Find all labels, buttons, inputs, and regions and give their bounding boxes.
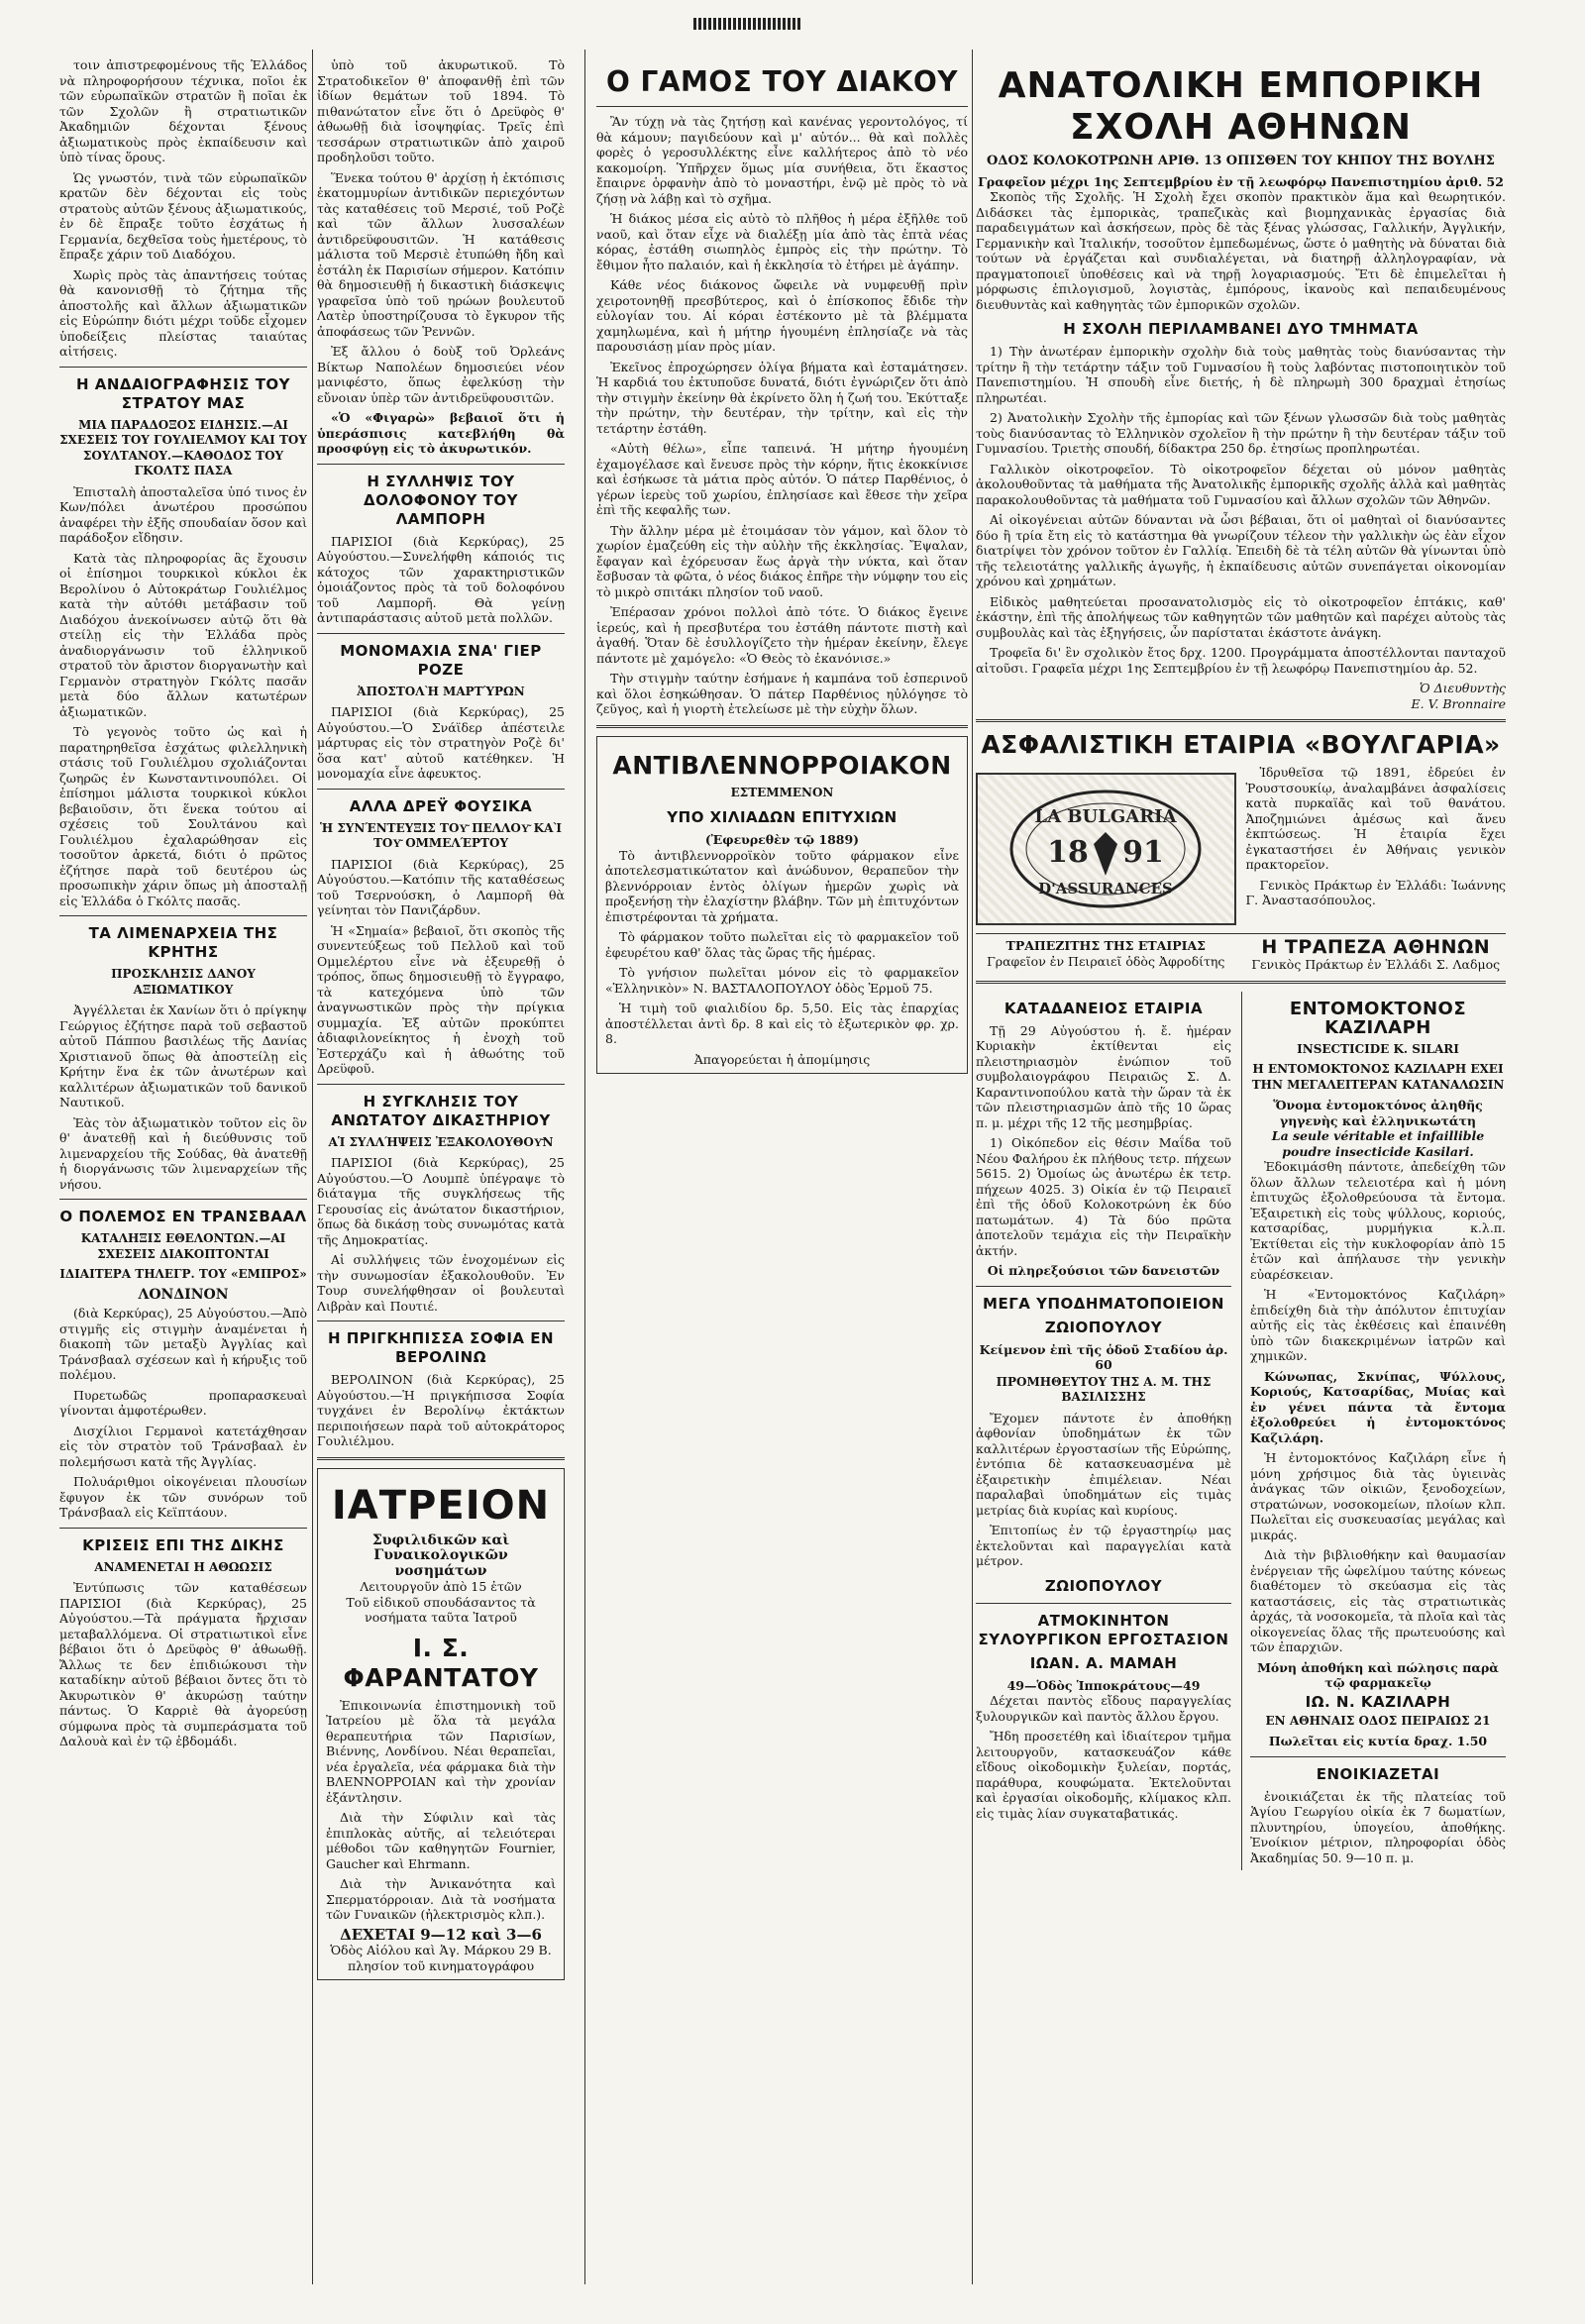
bank-agent: Γενικὸς Πράκτωρ ἐν Ἑλλάδι Σ. Λαδμος bbox=[1251, 957, 1501, 972]
ad-text: Ἀπαγορεύεται ἡ ἀπομίμησις bbox=[693, 1051, 871, 1067]
bank-office: Γραφεῖον ἐν Πειραιεῖ ὁδὸς Ἀφροδίτης bbox=[987, 953, 1225, 969]
article-headline: Η ΑΝΔΑΙΟΓΡΑΦΗΣΙΣ ΤΟΥ ΣΤΡΑΤΟΥ ΜΑΣ bbox=[75, 374, 291, 412]
ad-time: ΔΕΧΕΤΑΙ 9—12 καὶ 3—6 bbox=[340, 1925, 542, 1944]
insecticide-french: La seule véritable et infaillible poudre insecticide Kasilari. bbox=[1271, 1128, 1485, 1159]
article-subheadline: ΜΙΑ ΠΑΡΑΔΟΞΟΣ ΕΙΔΗΣΙΣ.—ΑΙ ΣΧΕΣΕΙΣ ΤΟΥ ΓΟΥΛΙΕΛΜΟΥ ΚΑΙ ΤΟΥ ΣΟΥΛΤΑΝΟΥ.—ΚΑΘΟΔΟΣ ΤΟΥ ΓΚΟΛΤΣ ΠΑΣΑ bbox=[59, 417, 307, 477]
article-subheadline: ΠΡΟΣΚΛΗΣΙΣ ΔΑΝΟΥ ΑΞΙΩΜΑΤΙΚΟΥ bbox=[111, 967, 256, 997]
article-headline: ΚΡΙΣΕΙΣ ΕΠΙ ΤΗΣ ΔΙΚΗΣ bbox=[82, 1535, 284, 1554]
auction-headline: ΚΑΤΑΔΑΝΕΙΟΣ ΕΤΑΙΡΙΑ bbox=[1004, 999, 1204, 1017]
column-3 bbox=[596, 57, 968, 2284]
insecticide-headline: ΕΝΤΟΜΟΚΤΟΝΟΣ ΚΑΖΙΛΑΡΗ bbox=[1289, 998, 1467, 1038]
school-ad-office: Γραφεῖον μέχρι 1ης Σεπτεμβρίου ἐν τῇ λεωφόρῳ Πανεπιστημίου ἀριθ. 52 bbox=[978, 173, 1504, 189]
insecticide-slogan: Ὅνομα ἐντομοκτόνος ἀληθῆς γηγενὴς καὶ ἐλληνικωτάτη bbox=[1273, 1098, 1483, 1128]
school-ad-address: ΟΔΟΣ ΚΟΛΟΚΟΤΡΩΝΗ ΑΡΙΘ. 13 ΟΠΙΣΘΕΝ ΤΟΥ ΚΗΠΟΥ ΤΗΣ ΒΟΥΛΗΣ bbox=[987, 154, 1495, 168]
article-headline: ΜΟΝΟΜΑΧΙΑ ΣΝΑ' ΓΙΕΡ ΡΟΖΕ bbox=[340, 641, 542, 679]
story-paragraph: Ἐκεῖνος ἐπροχώρησεν ὀλίγα βήματα καὶ ἐσταμάτησεν. Ἡ καρδιά του ἐκτυποῦσε δυνατά, διότι ἐγνώριζεν ὅτι ἀπὸ τὴν στιγμὴν ἐκείνην θὰ ἐκρίνετο ὅλη ἡ ζωή του. Ἐκύτταξε τὴν πρώτην, τὴν δευτέραν, τὴν τρίτην, καὶ εἰς τὴν τετάρτην ἐστάθη. bbox=[596, 359, 968, 436]
ad-hours: Λειτουργοῦν ἀπὸ 15 ἐτῶν bbox=[360, 1579, 522, 1594]
ad-year: (Ἐφευρεθὲν τῷ 1889) bbox=[704, 832, 860, 847]
bank-name: Η ΤΡΑΠΕΖΑ ΑΘΗΝΩΝ bbox=[1261, 936, 1491, 958]
ad-subtitle: Συφιλιδικῶν καὶ Γυναικολογικῶν νοσημάτων bbox=[371, 1532, 510, 1579]
insecticide-pharmacist: ΙΩ. Ν. ΚΑΖΙΛΑΡΗ bbox=[1305, 1692, 1451, 1711]
story-paragraph: Ἐπέρασαν χρόνοι πολλοὶ ἀπὸ τότε. Ὁ διάκος ἔγεινε ἱερεύς, καὶ ἡ πρεσβυτέρα του ἐστάθη πάντοτε πιστὴ καὶ ἀγαθή. Ὅταν δὲ ἐσυλλογίζετο τὴν ἡμέραν ἐκείνην, ἔλεγε πάντοτε μὲ χαμόγελο: «Ὁ Θεὸς τὸ ἐκανόνισε.» bbox=[596, 604, 968, 666]
article-subheadline: ἈΠΟΣΤΟΛῊ ΜΑΡΤΎΡΩΝ bbox=[357, 684, 525, 698]
article-headline: Η ΣΥΓΚΛΗΣΙΣ ΤΟΥ ΑΝΩΤΑΤΟΥ ΔΙΚΑΣΤΗΡΙΟΥ bbox=[331, 1092, 551, 1129]
ad-text: Τὸ γνήσιον πωλεῖται μόνον εἰς τὸ φαρμακεῖον «Ἑλληνικὸν» Ν. ΒΑΣΤΑΛΟΠΟΥΛΟΥ ὁδὸς Ἑρμοῦ 75. bbox=[605, 965, 959, 996]
clinic-advertisement bbox=[317, 1468, 565, 1981]
article-subheadline: Ἡ ΣΥΝΈΝΤΕΥΞΙΣ ΤΟΥ͂ ΠΕΛΛΟΥ͂ ΚΑῚ ΤΟΥ͂ ΟΜΜΕΛΈΡΤΟΥ bbox=[320, 820, 562, 850]
ad-text: Τοῦ εἰδικοῦ σπουδάσαντος τὰ νοσήματα ταῦτα Ἰατροῦ bbox=[346, 1594, 536, 1625]
rent-headline: ΕΝΟΙΚΙΑΖΕΤΑΙ bbox=[1316, 1764, 1440, 1783]
school-ad-text: 2) Ἀνατολικὴν Σχολὴν τῆς ἐμπορίας καὶ τῶν ξένων γλωσσῶν διὰ τοὺς μαθητὰς τοὺς διανύσαντας τὸ Ἑλληνικὸν σχολεῖον ἢ τὴν πρώτην ἢ τὴν δευτέραν τάξιν τοῦ Γυμνασίου. Τριετὴς σπουδή, δίδακτρα 250 δρ. ἐτησίως προπληρωτέαι. bbox=[976, 410, 1506, 456]
article-paragraph: Πυρετωδῶς προπαρασκευαὶ γίνονται ἀμφοτέρωθεν. bbox=[59, 1387, 307, 1418]
logo-year-left: 18 bbox=[1047, 835, 1090, 870]
article-paragraph: τοιν ἀπιστρεφομένους τῆς Ἑλλάδος νὰ πληροφορήσουν τέχνικα, ποῖοι ἐκ τῶν εὐρωπαϊκῶν στρατῶν ἢ ποῖαι ἐκ τῶν Σχολῶν ἢ στρατιωτικῶν Ἀκαδημιῶν δέχονται ξένους ἀξιωματικοὺς πρὸς ἐκπαίδευσιν καὶ ὑπὸ τίνας ὅρους. bbox=[59, 57, 307, 164]
story-paragraph: Κάθε νέος διάκονος ὤφειλε νὰ νυμφευθῇ πρὶν χειροτονηθῇ πρεσβύτερος, καὶ ὁ ἐπίσκοπος ἔδιδε τὴν εὐλογίαν του. Αἱ κόραι ἐστέκοντο μὲ τὰ βλέμματα χαμηλωμένα, καὶ ἡ μήτηρ ἡγουμένη ἐπλησίαζε νὰ τὰς παρουσιάσῃ μίαν πρὸς μίαν. bbox=[596, 277, 968, 354]
article-paragraph: ΠΑΡΙΣΙΟΙ (διὰ Κερκύρας), 25 Αὐγούστου.—Ὁ Λουμπὲ ὑπέγραψε τὸ διάταγμα τῆς συγκλήσεως τῆς Γερουσίας εἰς ἀνώτατον δικαστήριον, ὅπως δὰ δικάσῃ τοὺς συνωμότας κατὰ τῆς Δημοκρατίας. bbox=[317, 1155, 565, 1247]
article-paragraph: Ἐὰς τὸν ἀξιωματικὸν τοῦτον εἰς ὃν θ' ἀνατεθῇ καὶ ἡ διεύθυνσις τοῦ λιμεναρχείου τῆς Σούδας, θὰ ἀνατεθῇ ἡ διοργάνωσις τῶν λιμεναρχείων τῆς νήσου. bbox=[59, 1114, 307, 1192]
insurance-ad-title: ΑΣΦΑΛΙΣΤΙΚΗ ΕΤΑΙΡΙΑ «ΒΟΥΛΓΑΡΙΑ» bbox=[981, 730, 1501, 759]
article-paragraph: ΠΑΡΙΣΙΟΙ (διὰ Κερκύρας), 25 Αὐγούστου.—Κατόπιν τῆς καταθέσεως τοῦ Τσερνούσκη, ὁ Λαμπορῆ θὰ γείνηται τὸν Πανιζάρδυν. bbox=[317, 856, 565, 917]
ad-title: ΑΝΤΙΒΛΕΝΝΟΡΡΟΙΑΚΟΝ bbox=[612, 750, 952, 780]
story-paragraph: «Αὐτὴ θέλω», εἶπε ταπεινά. Ἡ μήτηρ ἡγουμένη ἐχαμογέλασε καὶ ἔνευσε πρὸς τὴν κόρην, ἥτις ἐκοκκίνισε καὶ ἐσήκωσε τὰ μάτια πρὸς αὐτόν. Ὁ πάτερ Παρθένιος, ὁ γέρων ἱερεὺς τοῦ χωρίου, ἐπλησίασε καὶ ἔθεσε τὴν χεῖρα ἐπὶ τῆς κεφαλῆς των. bbox=[596, 441, 968, 517]
article-paragraph: ΠΑΡΙΣΙΟΙ (διὰ Κερκύρας), 25 Αὐγούστου.—Συνελήφθη κάποιός τις κάτοχος τῶν χαρακτηριστικῶν ὁμοιάζοντος πρὸς τὰ τοῦ δολοφόνου τοῦ Λαμπορῆ. Θὰ γείνῃ ἀντιπαράστασις αὐτοῦ μετὰ πολλῶν. bbox=[317, 533, 565, 625]
insecticide-store: Μόνη ἀποθήκη καὶ πώλησις παρὰ τῷ φαρμακεῖῳ bbox=[1257, 1659, 1499, 1690]
article-paragraph: Ἀγγέλλεται ἐκ Χανίων ὅτι ὁ πρίγκηψ Γεώργιος ἐζήτησε παρὰ τοῦ σεβαστοῦ αὐτοῦ Πάππου βασιλέως τῆς Δανίας Χριστιανοῦ ὅπως θὰ ἀποστείλῃ εἰς Κρήτην ἕνα ἐκ τῶν ἀνωτέρων καὶ καλλιτέρων ἀξιωματικῶν τοῦ δανικοῦ Ναυτικοῦ. bbox=[59, 1003, 307, 1109]
article-subheadline: ΑΝΑΜΕΝΕΤΑΙ Η ΑΘΩΩΣΙΣ bbox=[94, 1559, 272, 1574]
shoe-shop-text: Ἔχομεν πάντοτε ἐν ἀποθήκῃ ἀφθονίαν ὑποδημάτων ἐκ τῶν καλλιτέρων ἐργοστασίων τῆς Εὐρώπης, ἐντόπια δὲ κατασκευασμένα μὲ ἐξαιρετικὴν ἐπιμέλειαν. Νέαι παραλαβαὶ ὑποδημάτων εἰς τιμὰς μετρίας διὰ κυρίας καὶ κυρίους. bbox=[976, 1410, 1231, 1518]
column-2 bbox=[317, 57, 565, 2284]
story-paragraph: Ἂν τύχῃ νὰ τὰς ζητήσῃ καὶ κανένας γεροντολόγος, τί θὰ κάμουν; παγιδεύουν καὶ μ' αὐτόν... θὰ καὶ πολλὲς φορὲς ὁ γεροσυλλέκτης εἶνε καλλήτερος ἀπὸ τὸ νέο κακομοίρη. Ὑπῆρχεν ὅμως μία συνήθεια, ὅτι ἕκαστος ἔπαιρνε ὁρφανὴν ἀπὸ τὸ μοναστήρι, ἐνῷ μὲ πρὸς τὸ νὰ ζήσῃ νὰ λάβῃ καὶ τὸ σχῆμα. bbox=[596, 114, 968, 206]
article-paragraph: Ἕνεκα τούτου θ' ἀρχίσῃ ἡ ἐκτόπισις ἑκατομμυρίων ἀντιδικῶν περιεχόντων τὰς καταθέσεις τοῦ Μερσιέ, τοῦ Ροζὲ καὶ τῶν ἄλλων λυσσαλέων ἀντιδρεϋφουσιτῶν. Ἡ κατάθεσις μάλιστα τοῦ Μερσιὲ ἐτυπώθη ἤδη καὶ ἐστάλη ἐκ Παρισίων σήμερον. Κατόπιν θὰ δημοσιευθῇ ἡ δικαστικὴ διάσκεψις γραφεῖσα ὑπὸ τοῦ ηρώων βουλευτοῦ Λατὲρ ὑποστηρίζουσα τὸ ἔγκυρον τῆς ἀποφάσεως τῶν Ῥεννῶν. bbox=[317, 169, 565, 339]
auction-text: Τῇ 29 Αὐγούστου ἡ. ἔ. ἡμέραν Κυριακὴν ἐκτίθενται εἰς πλειστηριασμὸν ἐνώπιον τοῦ συμβολαιογράφου Πειραιῶς Σ. Δ. Καραντινοπούλου κατὰ τὴν ὥραν τὰ ἐκ τῶν πλειστηριασμῶν ἀπὸ τῆς 10 ὥρας π. μ. μέχρι τῆς 12 τῆς μεσημβρίας. bbox=[976, 1022, 1231, 1130]
article-paragraph: Τὸ γεγονὸς τοῦτο ὡς καὶ ἡ παρατηρηθεῖσα ἐσχάτως φιλελληνικὴ στάσις τοῦ Γουλιέλμου σχολιάζονται ζωηρῶς ἐν Κωνσταντινουπόλει. Οἱ ἐπίσημοι μάλιστα τουρκικοὶ κύκλοι βεβαιοῦσιν, ὅτι ἕνεκα τούτου αἱ σχέσεις τοῦ Σουλτάνου καὶ Γουλιέλμου ἐχαλαρώθησαν εἰς τοσοῦτον ἀρκετά, διότι ὁ πρῶτος ἐζήτησε παρὰ τοῦ δευτέρου ὡς προσωπικὴν χάριν ὅπως μὴ ἀποσταλῇ εἰς Ἑλλάδα ὁ Γκόλτς πασᾶς. bbox=[59, 724, 307, 908]
insecticide-price: Πωλεῖται εἰς κυτία δραχ. 1.50 bbox=[1268, 1734, 1488, 1748]
article-paragraph: Ὡς γνωστόν, τινὰ τῶν εὐρωπαϊκῶν κρατῶν δὲν δέχονται εἰς τοὺς στρατοὺς αὐτῶν ξένους ἀξιωματικούς, ἐν δὲ ἔπραξε τοῦτο ἐσχάτως ἡ Γερμανία, δεχθεῖσα τοὺς ἡμετέρους, τὸ ἔπραξε χάριν τοῦ Διαδόχου. bbox=[59, 169, 307, 262]
insurance-ad-text: Γενικὸς Πράκτωρ ἐν Ἑλλάδι: Ἰωάννης Γ. Ἀναστασόπουλος. bbox=[1245, 877, 1506, 907]
school-ad-text: Σκοπὸς τῆς Σχολῆς. Ἡ Σχολὴ ἔχει σκοπὸν πρακτικὸν ἅμα καὶ θεωρητικόν. Διδάσκει τὰς ἐμπορικὰς, τραπεζικὰς καὶ βιομηχανικὰς ἐργασίας διὰ παραδειγμάτων καὶ ἀσκήσεων, πρὸς δὲ τὰς ξένας γλώσσας, Γαλλικήν, Ἀγγλικήν, Γερμανικὴν καὶ Ἰταλικήν, τοσοῦτον ἐμπεδωμένως, ὥστε ὁ μαθητὴς νὰ δύναται διὰ τούτων νὰ ἐργάζεται καὶ συνδιαλέγεται, νὰ διατηρῇ ἀλληλογραφίαν, νὰ πραγματοποιεῖ ὑποθέσεις καὶ νὰ τηρῇ λογαριασμούς. Ἔτι δὲ ἐπιμελεῖται ἡ μόρφωσις ἐπιλογισμοῦ, λογιστὰς, ἐμπόρους, ἱκανοὺς καὶ πεπαιδευμένους διευθυντὰς καὶ καθηγητὰς τῶν ἐμπορικῶν σχολῶν. bbox=[976, 189, 1506, 312]
shoe-shop-text: Ἐπιτοπίως ἐν τῷ ἐργαστηρίῳ μας ἐκτελοῦνται καὶ παραγγελίαι κατὰ μέτρον. bbox=[976, 1523, 1231, 1568]
article-paragraph: ΒΕΡΟΛΙΝΟΝ (διὰ Κερκύρας), 25 Αὐγούστου.—Ἡ πριγκήπισσα Σοφία τυγχάνει ἐν Βερολίνῳ ἐκτάκτων περιποιήσεων παρὰ τοῦ αὐτοκράτορος Γουλιέλμου. bbox=[317, 1372, 565, 1448]
workshop-headline: ΑΤΜΟΚΙΝΗΤΟΝ ΣΥΛΟΥΡΓΙΚΟΝ ΕΡΓΟΣΤΑΣΙΟΝ bbox=[978, 1611, 1229, 1648]
story-headline: Ο ΓΑΜΟΣ ΤΟΥ ΔΙΑΚΟΥ bbox=[605, 65, 959, 98]
workshop-text: Ἤδη προσετέθη καὶ ἰδιαίτερον τμῆμα λειτουργοῦν, κατασκευάζον κάθε εἴδους οἰκοδομικὴν ξυλείαν, πορτάς, παράθυρα, κουφώματα. Ἐκτελοῦνται καὶ ἐργασίαι οἰκοδομῆς, κλίμακος κλπ. εἰς τιμὰς λίαν συγκαταβατικάς. bbox=[976, 1729, 1231, 1821]
dateline: ΛΟΝΔΙΝΟΝ bbox=[138, 1286, 229, 1303]
school-ad-section: Η ΣΧΟΛΗ ΠΕΡΙΛΑΜΒΑΝΕΙ ΔΥΟ ΤΜΗΜΑΤΑ bbox=[1063, 320, 1419, 338]
column-rule bbox=[312, 50, 313, 2284]
ad-subtitle: ΥΠΟ ΧΙΛΙΑΔΩΝ ΕΠΙΤΥΧΙΩΝ bbox=[667, 808, 898, 826]
article-headline: Ο ΠΟΛΕΜΟΣ ΕΝ ΤΡΑΝΣΒΑΑΛ bbox=[59, 1208, 307, 1225]
logo-bottom-text: D'ASSURANCES bbox=[1038, 880, 1174, 898]
article-headline: ΑΛΛΑ ΔΡΕΫ ΦΟΥΣΙΚΑ bbox=[349, 796, 533, 815]
director-name: E. V. Bronnaire bbox=[1411, 695, 1506, 711]
shoe-shop-headline: ΜΕΓΑ ΥΠΟΔΗΜΑΤΟΠΟΙΕΙΟΝ bbox=[983, 1294, 1224, 1313]
article-subheadline: ΚΑΤΑΛΗΞΙΣ ΕΘΕΛΟΝΤΩΝ.—ΑΙ ΣΧΕΣΕΙΣ ΔΙΑΚΟΠΤΟΝΤΑΙ bbox=[80, 1231, 286, 1261]
ad-text: Τὸ φάρμακον τοῦτο πωλεῖται εἰς τὸ φαρμακεῖον τοῦ ἐφευρέτου καθ' ὅλας τὰς ὥρας τῆς ἡμέρας. bbox=[605, 929, 959, 960]
article-paragraph: Ἐπισταλὴ ἀποσταλεῖσα ὑπό τινος ἐν Κων/πόλει ἀνωτέρου προσώπου ἀναφέρει τὴν ἐξῆς σπουδαίαν ὅσον καὶ παράδοξον εἴδησιν. bbox=[59, 483, 307, 545]
shoe-shop-footer: ΖΩΙΟΠΟΥΛΟΥ bbox=[1044, 1576, 1163, 1595]
director-title: Ὁ Διευθυντὴς bbox=[1419, 681, 1506, 695]
article-headline: Η ΠΡΙΓΚΗΠΙΣΣΑ ΣΟΦΙΑ ΕΝ ΒΕΡΟΛΙΝΩ bbox=[327, 1329, 555, 1366]
bank-label: ΤΡΑΠΕΖΙΤΗΣ ΤΗΣ ΕΤΑΙΡΙΑΣ bbox=[1005, 938, 1206, 953]
top-ornament bbox=[693, 18, 802, 30]
ad-doctor-name: Ι. Σ. ΦΑΡΑΝΤΑΤΟΥ bbox=[343, 1633, 539, 1692]
school-ad-text: Εἰδικὸς μαθητεύεται προσανατολισμὸς εἰς τὸ οἰκοτροφεῖον ἑπτάκις, καθ' ἑκάστην, ἐπὶ τῆς ἀπολήψεως τῶν καθηγητῶν τῶν μαθητῶν καὶ παρέχει αὐτοὺς τὰς συμβουλὰς καὶ τὰς ἐξηγήσεις, ὧν παρίσταται ἑκάστοτε ἀνάγκη. bbox=[976, 593, 1506, 640]
article-paragraph: Κατὰ τὰς πληροφορίας ἃς ἔχουσιν οἱ ἐπίσημοι τουρκικοὶ κύκλοι ἐκ Βερολίνου ὁ Αὐτοκράτωρ Γουλιέλμος κατὰ τὴν αὐτόθι μετάβασιν τοῦ Διαδόχου ἀνεκοίνωσεν αὐτῷ ὅτι θὰ στείλῃ εἰς τὴν Ἑλλάδα πρὸς ἀναδιοργάνωσιν τοῦ ἑλληνικοῦ στρατοῦ τὸν ἄριστον διοργανωτὴν καὶ Γερμανὸν στρατηγὸν Γκόλτς πασᾶν μετὰ δύο ἄλλων κατωτέρων ἀξιωματικῶν. bbox=[59, 550, 307, 719]
ad-text: Διὰ τὴν Ἀνικανότητα καὶ Σπερματόρροιαν. Διὰ τὰ νοσήματα τῶν Γυναικῶν (ἠλεκτρισμὸς κλπ.). bbox=[326, 1876, 556, 1922]
column-1 bbox=[59, 57, 307, 2284]
article-paragraph: «Ὁ «Φιγαρὼ» βεβαιοῖ ὅτι ἡ ὑπεράσπισις κατεβλήθη θὰ προσφύγῃ εἰς τὸ ἀκυρωτικόν. bbox=[317, 410, 565, 456]
insecticide-text: Ἐδοκιμάσθη πάντοτε, ἀπεδείχθη τῶν ὅλων ἄλλων τελειοτέρα καὶ ἡ μόνη ἐπιτυχῶς ἐξολοθρεύουσα τὰ ἔντομα. Ἐξαιρετικὴ εἰς τοὺς ψύλλους, κοριούς, κατσαρίδας, μυρμήγκια κ.λ.π. Ἐκτίθεται εἰς τὴν κυκλοφορίαν ἀπὸ 15 ἐτῶν καὶ ἀπήλαυσε τὴν γενικὴν εὐαρέσκειαν. bbox=[1250, 1159, 1506, 1282]
workshop-text: Δέχεται παντὸς εἴδους παραγγελίας ξυλουργικῶν καὶ παντὸς ἄλλου ἔργου. bbox=[976, 1693, 1231, 1724]
article-paragraph: Ἐντύπωσις τῶν καταθέσεων ΠΑΡΙΣΙΟΙ (διὰ Κερκύρας), 25 Αὐγούστου.—Τὰ πράγματα ἤρχισαν μεταβαλλόμενα. Οἱ στρατιωτικοὶ εἶνε βέβαιοι ὅτι ὁ Δρεϋφὸς θ' ἀθωωθῇ. Ἄλλως τε δεν ἐπιδιώκουσι τὴν καταδίκην αὐτοῦ βέβαιοι ὄντες ὅτι τὸ Ἀκυρωτικὸν θ' ἀκυρώσῃ ταύτην πάντως. Ὁ Καρριὲ θὰ ἀγορεύσῃ σύμφωνα πρὸς τὰ συμπεράσματα τοῦ Δαλουὰ καὶ ἐν τῷ ἐβδομάδι. bbox=[59, 1580, 307, 1748]
school-ad-title: ΑΝΑΤΟΛΙΚΗ ΕΜΠΟΡΙΚΗ ΣΧΟΛΗ ΑΘΗΝΩΝ bbox=[998, 65, 1484, 148]
auction-signature: Οἱ πληρεξούσιοι τῶν δανειστῶν bbox=[987, 1263, 1220, 1278]
article-paragraph: Χωρὶς πρὸς τὰς ἀπαντήσεις τούτας θὰ κανονισθῇ τὸ ζήτημα τῆς ἀποστολῆς καὶ ἄλλων ἀξιωματικῶν εἰς Εὐρώπην διότι μέχρι τοῦδε εἶχομεν ὑποδείξεις πλείστας ταιαύτας αἰτήσεις. bbox=[59, 266, 307, 359]
shoe-shop-name: ΖΩΙΟΠΟΥΛΟΥ bbox=[1044, 1318, 1163, 1336]
insecticide-subtitle: INSECTICIDE K. SILARI bbox=[1297, 1041, 1459, 1056]
insurance-emblem bbox=[976, 773, 1236, 925]
ad-text: Ἐπικοινωνία ἐπιστημονικὴ τοῦ Ἰατρείου μὲ ὅλα τὰ μεγάλα θεραπευτήρια τῶν Παρισίων, Βιέννης, Λονδίνου. Νέαι θεραπεῖαι, νέα ἐργαλεῖα, νέα φάρμακα διὰ τὴν ΒΛΕΝΝΟΡΡΟΙΑΝ καὶ τὴν χρονίαν ἐξάντλησιν. bbox=[326, 1697, 556, 1805]
shield-logo-icon bbox=[1006, 785, 1205, 913]
logo-top-text: LA BULGARIA bbox=[1034, 806, 1177, 827]
auction-text: 1) Οἰκόπεδον εἰς θέσιν Μαΐδα τοῦ Νέου Φαλήρου ἐκ πλήθους τετρ. πήχεων 5615. 2) Ὁμοίως ὡς ἀνωτέρω ἐκ τετρ. πήχεων 4025. 3) Οἰκία ἐν τῷ Πειραιεῖ ἐπὶ τῆς ὁδοῦ Κολοκοτρώνη ἐκ δύο πατωμάτων. 4) Τὰ δύο πρῶτα ἀποτελοῦν τεμάχια εἰς τὴν Πειραϊκὴν ἀκτήν. bbox=[976, 1135, 1231, 1258]
insurance-ad-text: Ἱδρυθεῖσα τῷ 1891, ἐδρεύει ἐν Ῥουστσουκίῳ, ἀναλαμβάνει ἀσφαλίσεις κατὰ πυρκαϊᾶς καὶ τοῦ θανάτου. Ἀποζημιώνει ἀμέσως καὶ ἄνευ ἐκπτώσεως. Ἡ ἐταιρία ἔχει ἐγκαταστήσει ἐν Ἀθήναις γενικὸν πρακτορεῖον. bbox=[1245, 765, 1506, 872]
workshop-address: 49—Ὁδὸς Ἱπποκράτους—49 bbox=[1006, 1677, 1201, 1693]
school-ad-text: Αἱ οἰκογένειαι αὐτῶν δύνανται νὰ ὦσι βέβαιαι, ὅτι οἱ μαθηταὶ οἱ διανύσαντες δύο ἢ τρία ἔτη εἰς τὸ κατάστημα θὰ γνωρίζουν τέλεον τὴν γαλλικὴν ὡς ἐὰν εἶχον διατρίψει τὸν χρόνον τοῦτον ἐν Γαλλίᾳ. Ἐπειδὴ δὲ τὰ τέλη αὐτῶν θὰ γίνωνται ὑπὸ τῆς τελειοτάτης γαλλικῆς ἀγωγῆς, ἡ ἐκπαίδευσις αὐτῶν συνεπάγεται οἰκονομίαν χρόνου καὶ χρημάτων. bbox=[976, 512, 1506, 588]
article-paragraph: ὑπὸ τοῦ ἀκυρωτικοῦ. Τὸ Στρατοδικεῖον θ' ἀποφανθῇ ἐπὶ τῶν ἰδίων θεμάτων τοῦ 1894. Τὸ πιθανώτατον εἶνε ὅτι ὁ Δρεϋφὸς θ' ἀθωωθῇ διὰ ἰσοψηφίας. Τρεῖς ἐπὶ τεσσάρων στρατιωτικῶν ἀπὸ χαιροῦ προδηλοῦσι τοῦτο. bbox=[317, 57, 565, 164]
shoe-shop-supplier: ΠΡΟΜΗΘΕΥΤΟΥ ΤΗΣ Α. Μ. ΤΗΣ ΒΑΣΙΛΙΣΣΗΣ bbox=[996, 1374, 1212, 1404]
insecticide-text: Ἡ ἐντομοκτόνος Καζιλάρη εἶνε ἡ μόνη χρήσιμος διὰ τὰς ὑγιεινὰς ἀνάγκας τῶν οἰκιῶν, ξενοδοχείων, στρατώνων, νοσοκομείων, πλοίων κλπ. Πωλεῖται εἰς συσκευασίας μεγάλας καὶ μικράς. bbox=[1250, 1450, 1506, 1542]
story-paragraph: Τὴν στιγμὴν ταύτην ἐσήμανε ἡ καμπάνα τοῦ ἑσπερινοῦ καὶ ὅλοι ἐσηκώθησαν. Ὁ πάτερ Παρθένιος ηὐλόγησε τὸ ζεῦγος, καὶ ἡ γιορτὴ ἐτελείωσε μὲ τὴν εὐχὴν ὅλων. bbox=[596, 671, 968, 716]
article-paragraph: (διὰ Κερκύρας), 25 Αὐγούστου.—Ἀπὸ στιγμῆς εἰς στιγμὴν ἀναμένεται ἡ διακοπὴ τῶν μεταξὺ Ἀγγλίας καὶ Τράνσβααλ σχέσεων καὶ ἡ κήρυξις τοῦ πολέμου. bbox=[59, 1306, 307, 1382]
story-paragraph: Ἡ διάκος μέσα εἰς αὐτὸ τὸ πλῆθος ἡ μέρα ἐξῆλθε τοῦ ναοῦ, καὶ ὅταν εἶχε νὰ διαλέξῃ μία ἀπὸ τὰς ἐπτὰ νέας κόρας, ἐστάθη σιωπηλὸς ἐμπρὸς εἰς τὴν πρώτην. Τὸ ἔθιμον ἦτο παλαιόν, καὶ ἡ ἐκκλησία τὸ ἐτήρει μὲ ἀγάπην. bbox=[596, 211, 968, 272]
ad-text: Ἡ τιμὴ τοῦ φιαλιδίου δρ. 5,50. Εἰς τὰς ἐπαρχίας ἀποστέλλεται ἀντὶ δρ. 8 καὶ εἰς τὸ ἐξωτερικὸν φρ. χρ. 8. bbox=[605, 1001, 959, 1046]
ad-subtitle: ΕΣΤΕΜΜΕΝΟΝ bbox=[730, 785, 834, 799]
ad-address: Ὁδὸς Αἰόλου καὶ Ἁγ. Μάρκου 29 Β. πλησίον τοῦ κινηματογράφου bbox=[330, 1943, 552, 1973]
rent-text: ἐνοικιάζεται ἐκ τῆς πλατείας τοῦ Ἁγίου Γεωργίου οἰκία ἐκ 7 δωματίων, πλυντηρίου, ὑπογείου, ἀποθήκης. Ἐνοίκιον μέτριον, πληροφορίαι ὁδὸς Ἀκαδημίας 50. 9—10 π. μ. bbox=[1250, 1788, 1506, 1865]
article-paragraph: Πολυάριθμοι οἰκογένειαι πλουσίων ἔφυγον ἐκ τῶν συνόρων τοῦ Τράνσβααλ εἰς Κεϊπτάουν. bbox=[59, 1474, 307, 1520]
article-headline: ΤΑ ΛΙΜΕΝΑΡΧΕΙΑ ΤΗΣ ΚΡΗΤΗΣ bbox=[88, 924, 278, 961]
ad-text: Τὸ ἀντιβλεννορροϊκὸν τοῦτο φάρμακον εἶνε ἀποτελεσματικώτατον καὶ ἀνώδυνον, θεραπεῦον τὴν βλεννόρροιαν ἐντὸς ὀλίγων ἡμερῶν χωρὶς νὰ προξενήσῃ τὴν ἐλαχίστην βλάβην. Τῶν μὴ ἐπιτυχόντων ἐπιστρέφονται τὰ χρήματα. bbox=[605, 847, 959, 924]
workshop-owner: ΙΩΑΝ. Α. ΜΑΜΑΗ bbox=[1029, 1653, 1178, 1672]
column-4 bbox=[976, 57, 1506, 2284]
article-paragraph: Ἐξ ἄλλου ὁ δοὺξ τοῦ Ὀρλεάνς Βίκτωρ Ναπολέων δημοσιεύει νέον μανιφέστο, ὅπως ἐφελκύσῃ τὴν εὔνοιαν ὑπὲρ τῶν ἀντιδρεϋφουσιτῶν. bbox=[317, 344, 565, 405]
article-paragraph: ΠΑΡΙΣΙΟΙ (διὰ Κερκύρας), 25 Αὐγούστου.—Ὁ Σνάϊδερ ἀπέστειλε μάρτυρας εἰς τὸν στρατηγὸν Ροζὲ δι' ὅσα κατ' αὐτοῦ κατέθηκεν. Ἡ μονομαχία εἶνε ἀφευκτος. bbox=[317, 704, 565, 781]
article-subheadline: ΑἹ ΣΥΛΛΉΨΕΙΣ ἘΞΑΚΟΛΟΥΘΟΥ͂Ν bbox=[328, 1134, 554, 1149]
column-rule bbox=[584, 50, 585, 2284]
medicine-advertisement bbox=[596, 736, 968, 1075]
insecticide-subtitle: Η ΕΝΤΟΜΟΚΤΟΝΟΣ ΚΑΖΙΛΑΡΗ ΕΧΕΙ ΤΗΝ ΜΕΓΑΛΕΙΤΕΡΑΝ ΚΑΤΑΝΑΛΩΣΙΝ bbox=[1251, 1062, 1505, 1092]
article-paragraph: Ἡ «Σημαία» βεβαιοῖ, ὅτι σκοπὸς τῆς συνεντεύξεως τοῦ Πελλοῦ καὶ τοῦ Ομμελέρτου εἶνε νὰ ἐξευρεθῇ ὁ τρόπος, ὅπως δημοσιευθῇ τὸ ἔγγραφο, τὰ κατεχόμενα ὑπὸ τῶν ἀναγνωστικῶν πρὸς τὴν πρίγκια συμμαχία. Ἐξ αὐτῶν προκύπτει ἀδιαφιλονείκητος ἡ ἐνοχὴ τοῦ Ἐστερχάζυ καὶ ἡ ἀθωότης τοῦ Δρεϋφοῦ. bbox=[317, 922, 565, 1076]
insecticide-text: Κώνωπας, Σκνίπας, Ψύλλους, Κοριούς, Κατσαρίδας, Μυίας καὶ ἐν γένει πάντα τὰ ἔντομα ἐξολοθρεύει ἡ ἐντομοκτόνος Καζιλάρη. bbox=[1250, 1368, 1506, 1445]
article-paragraph: Δισχίλιοι Γερμανοὶ κατετάχθησαν εἰς τὸν στρατὸν τοῦ Τράνσβααλ ἐν πολεμήσωσι κατὰ τῆς Ἀγγλίας. bbox=[59, 1423, 307, 1469]
article-paragraph: Αἱ συλλήψεις τῶν ἐνοχομένων εἰς τὴν συνωμοσίαν ἐξακολουθοῦν. Ἐν Τουρ συνελήφθησαν οἱ βουλευταὶ Λιβρὰν καὶ Πουτιέ. bbox=[317, 1252, 565, 1314]
insecticide-text: Διὰ τὴν βιβλιοθήκην καὶ θαυμασίαν ἐνέργειαν τῆς ὠφελίμου ταύτης κόνεως διαθέτομεν τὸ σκεύασμα εἰς τὰς καταστάσεις, εἰς τὰς στρατιωτικὰς ἀρχάς, τὰ νοσοκομεῖα, τὰ πλοῖα καὶ τὰς οἰκογενείας ὅλας τῆς πρωτευούσης καὶ τῶν ἐπαρχιῶν. bbox=[1250, 1547, 1506, 1654]
article-headline: Η ΣΥΛΛΗΨΙΣ ΤΟΥ ΔΟΛΟΦΟΝΟΥ ΤΟΥ ΛΑΜΠΟΡΗ bbox=[364, 472, 518, 528]
story-paragraph: Τὴν ἄλλην μέρα μὲ ἐτοιμάσαν τὸν γάμον, καὶ ὅλον τὸ χωρίον ἐμαζεύθη εἰς τὴν αὐλὴν τῆς ἐκκλησίας. Ἔψαλαν, ἔφαγαν καὶ ἐχόρευσαν ἕως ἀργὰ τὴν νύκτα, καὶ ὅταν ἔσβυσαν τὰ φῶτα, ὁ νέος διάκος ἐπῆρε τὴν νύμφην του εἰς τὸ μικρὸ σπιτάκι πλησίον τοῦ ναοῦ. bbox=[596, 522, 968, 599]
column-rule bbox=[972, 50, 973, 2284]
insecticide-address: ΕΝ ΑΘΗΝΑΙΣ ΟΔΟΣ ΠΕΙΡΑΙΩΣ 21 bbox=[1265, 1713, 1491, 1728]
logo-year-right: 91 bbox=[1122, 835, 1165, 870]
ad-text: Διὰ τὴν Σύφιλιν καὶ τὰς ἐπιπλοκὰς αὐτῆς, αἱ τελειότεραι μέθοδοι τῶν καθηγητῶν Fournier, Gaucher καὶ Ehrmann. bbox=[326, 1810, 556, 1871]
school-ad-text: Γαλλικὸν οἰκοτροφεῖον. Τὸ οἰκοτροφεῖον δέχεται οὐ μόνον μαθητὰς ἀκολουθοῦντας τὰ μαθήματα τῆς Ἀνατολικῆς ἐμπορικῆς σχολῆς ἀλλὰ καὶ μαθητὰς παρακολουθοῦντας τὰ μαθήματα τοῦ Γυμνασίου καὶ ἄλλων σχολῶν τῶν Ἀθηνῶν. bbox=[976, 461, 1506, 507]
ad-title: ΙΑΤΡΕΙΟΝ bbox=[331, 1482, 551, 1529]
school-ad-text: Τροφεῖα δι' ἓν σχολικὸν ἔτος δρχ. 1200. Προγράμματα ἀποστέλλονται πανταχοῦ αἰτοῦσι. Γραφεῖα μέχρι 1ης Σεπτεμβρίου ἐν τῇ λεωφόρῳ Πανεπιστημίου ἀρ. 52. bbox=[976, 645, 1506, 676]
insecticide-text: Ἡ «Ἐντομοκτόνος Καζιλάρη» ἐπιδείχθη διὰ τὴν ἀπόλυτον ἐπιτυχίαν αὐτῆς εἰς τὰς ἐκθέσεις καὶ ἐπαινέθη ὑπὸ τῶν διακεκριμένων ἰατρῶν καὶ χημικῶν. bbox=[1250, 1287, 1506, 1363]
article-subheadline: ΙΔΙΑΙΤΕΡΑ ΤΗΛΕΓΡ. ΤΟΥ «ΕΜΠΡΟΣ» bbox=[59, 1267, 307, 1281]
school-ad-text: 1) Τὴν ἀνωτέραν ἐμπορικὴν σχολὴν διὰ τοὺς μαθητὰς τοὺς διανύσαντας τὴν τρίτην ἢ τὴν τετάρτην τάξιν τοῦ Γυμνασίου ἢ τοὺς λαβόντας πιστοποιητικὸν τοῦ Πανεπιστημίου. Ἡ σπουδὴ εἶνε διετής, ἡ δὲ πληρωμὴ 300 δραχμαὶ ἐτησίως πληρωτέαι. bbox=[976, 344, 1506, 405]
shoe-shop-address: Κείμενον ἐπὶ τῆς ὁδοῦ Σταδίου ἀρ. 60 bbox=[979, 1341, 1228, 1372]
